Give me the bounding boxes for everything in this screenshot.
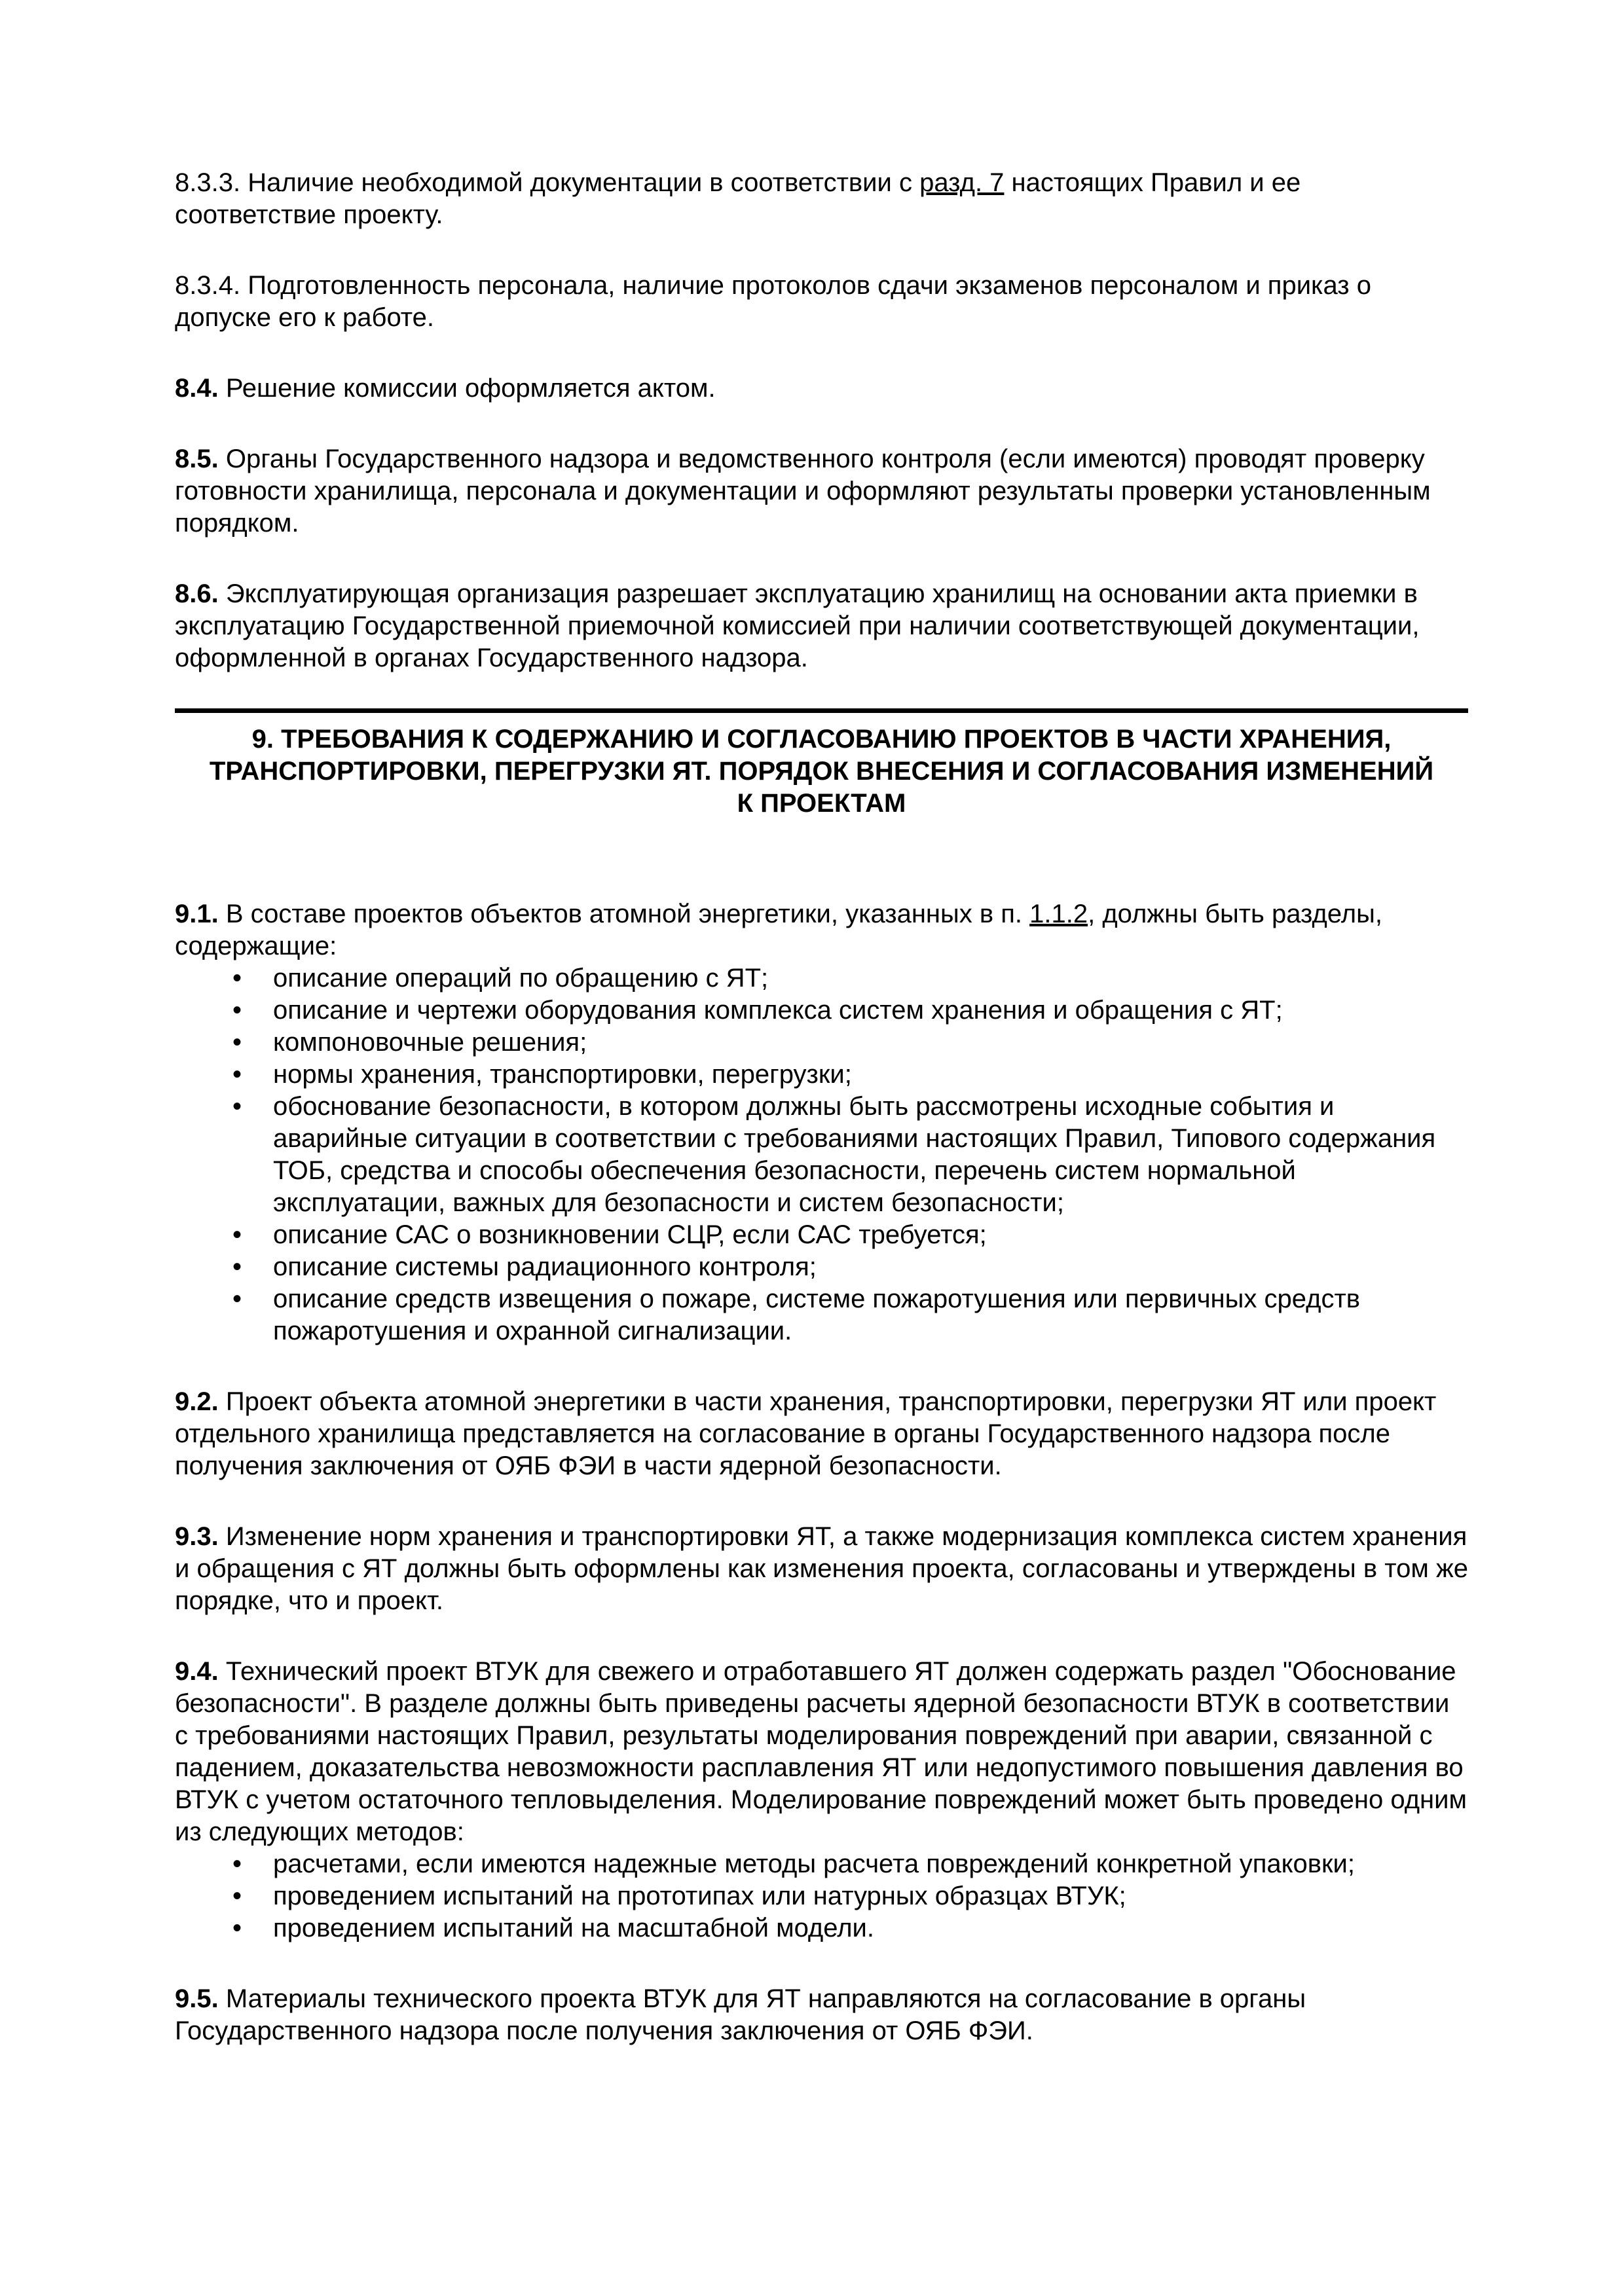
paragraph-number: 9.4. — [175, 1657, 219, 1686]
bullet-icon: • — [232, 996, 242, 1025]
section-divider — [175, 708, 1468, 713]
bullet-icon: • — [232, 1285, 242, 1313]
paragraph-text: Технический проект ВТУК для свежего и отработавшего ЯТ должен содержать раздел "Обоснование безопасности". В разделе должны быть приведены расчеты ядерной безопасности ВТУК в соответствии с требованиями настоящих Правил, результаты моделирования повреждений при аварии, связанной с падением, доказательства невозможности расплавления ЯТ или недопустимого повышения давления во ВТУК с учетом остаточного тепловыделения. Моделирование повреждений может быть проведено одним из следующих методов: — [175, 1657, 1467, 1846]
paragraph-text: Эксплуатирующая организация разрешает эксплуатацию хранилищ на основании акта приемки в эксплуатацию Государственной приемочной комиссией при наличии соответствующей документации, оформленной в органах Государственного надзора. — [175, 579, 1420, 672]
bullet-icon: • — [232, 1882, 242, 1910]
paragraph-text: настоящих Правил и ее соответствие проекту. — [175, 168, 1301, 229]
paragraph-8-3-4: 8.3.4. Подготовленность персонала, наличие протоколов сдачи экзаменов персоналом и приказ о допуске его к работе. — [175, 271, 1371, 332]
paragraph-number: 9.3. — [175, 1522, 219, 1551]
list-item — [175, 1912, 1468, 1944]
paragraph-text: Решение комиссии оформляется актом. — [218, 374, 716, 403]
paragraph-text: Органы Государственного надзора и ведомственного контроля (если имеются) проводят проверку готовности хранилища, персонала и документации и оформляют результаты проверки установленным порядком. — [175, 445, 1431, 538]
paragraph-number: 8.5. — [175, 445, 219, 473]
bullet-icon: • — [232, 1850, 242, 1878]
list-item — [175, 994, 1468, 1027]
paragraph-9-3 — [175, 1521, 1468, 1617]
list-item-text: описание операций по обращению с ЯТ; — [273, 964, 769, 993]
list-item — [175, 1251, 1468, 1283]
paragraph-8-6 — [175, 578, 1468, 674]
paragraph-9-4 — [175, 1656, 1468, 1848]
list-item-text: описание САС о возникновении СЦР, если САС требуется; — [273, 1220, 987, 1249]
paragraph-text: В составе проектов объектов атомной энергетики, указанных в п. — [218, 900, 1030, 928]
bullet-icon: • — [232, 1252, 242, 1281]
list-item-text: описание и чертежи оборудования комплекса систем хранения и обращения с ЯТ; — [273, 996, 1283, 1025]
bullet-icon: • — [232, 1914, 242, 1942]
paragraph-text: 8.3.3. Наличие необходимой документации в соответствии с — [175, 168, 920, 197]
paragraph-number: 9.5. — [175, 1984, 219, 2013]
paragraph-8-4 — [175, 373, 1468, 405]
list-item-text: описание средств извещения о пожаре, системе пожаротушения или первичных средств пожаротушения и охранной сигнализации. — [273, 1285, 1361, 1345]
list-item-text: проведением испытаний на масштабной модели. — [273, 1914, 874, 1942]
list-item-text: компоновочные решения; — [273, 1028, 587, 1057]
paragraph-number: 8.6. — [175, 579, 219, 608]
list-item — [175, 1283, 1468, 1347]
section-7-link[interactable]: разд. 7 — [919, 168, 1005, 197]
section-9-heading: 9. ТРЕБОВАНИЯ К СОДЕРЖАНИЮ И СОГЛАСОВАНИЮ ПРОЕКТОВ В ЧАСТИ ХРАНЕНИЯ, ТРАНСПОРТИРОВКИ, ПЕРЕГРУЗКИ ЯТ. ПОРЯДОК ВНЕСЕНИЯ И СОГЛАСОВАНИЯ ИЗМЕНЕНИЙ К ПРОЕКТАМ — [209, 725, 1434, 818]
bullet-icon: • — [232, 1092, 242, 1121]
list-item-text: проведением испытаний на прототипах или натурных образцах ВТУК; — [273, 1882, 1126, 1910]
list-item — [175, 1848, 1468, 1880]
document-page — [175, 167, 1468, 2086]
list-item — [175, 1091, 1468, 1219]
clause-1-1-2-link[interactable]: 1.1.2 — [1029, 900, 1088, 928]
paragraph-text: Проект объекта атомной энергетики в части хранения, транспортировки, перегрузки ЯТ или проект отдельного хранилища представляется на согласование в органы Государственного надзора после получения заключения от ОЯБ ФЭИ в части ядерной безопасности. — [175, 1387, 1437, 1480]
paragraph-text: Изменение норм хранения и транспортировки ЯТ, а также модернизация комплекса систем хранения и обращения с ЯТ должны быть оформлены как изменения проекта, согласованы и утверждены в том же порядке, что и проект. — [175, 1522, 1468, 1615]
paragraph-text: Материалы технического проекта ВТУК для ЯТ направляются на согласование в органы Государственного надзора после получения заключения от ОЯБ ФЭИ. — [175, 1984, 1306, 2045]
list-item — [175, 1219, 1468, 1251]
requirements-list — [175, 962, 1468, 1347]
paragraph-text: , должны быть разделы, содержащие: — [175, 900, 1382, 960]
list-item — [175, 1059, 1468, 1091]
bullet-icon: • — [232, 1060, 242, 1089]
paragraph-number: 8.4. — [175, 374, 219, 403]
list-item — [175, 1027, 1468, 1059]
bullet-icon: • — [232, 1220, 242, 1249]
paragraph-9-2 — [175, 1386, 1468, 1482]
modeling-methods-list — [175, 1848, 1468, 1944]
list-item — [175, 962, 1468, 994]
list-item-text: нормы хранения, транспортировки, перегрузки; — [273, 1060, 852, 1089]
paragraph-9-1 — [175, 898, 1468, 962]
bullet-icon: • — [232, 964, 242, 993]
paragraph-number: 9.2. — [175, 1387, 219, 1416]
bullet-icon: • — [232, 1028, 242, 1057]
paragraph-8-3-3 — [175, 167, 1468, 231]
list-item-text: обоснование безопасности, в котором должны быть рассмотрены исходные события и аварийные ситуации в соответствии с требованиями настоящих Правил, Типового содержания ТОБ, средства и способы обеспечения безопасности, перечень систем нормальной эксплуатации, важных для безопасности и систем безопасности; — [273, 1092, 1436, 1217]
paragraph-9-5 — [175, 1983, 1468, 2047]
list-item-text: расчетами, если имеются надежные методы расчета повреждений конкретной упаковки; — [273, 1850, 1356, 1878]
list-item-text: описание системы радиационного контроля; — [273, 1252, 817, 1281]
list-item — [175, 1880, 1468, 1912]
paragraph-number: 9.1. — [175, 900, 219, 928]
paragraph-8-5 — [175, 443, 1468, 539]
